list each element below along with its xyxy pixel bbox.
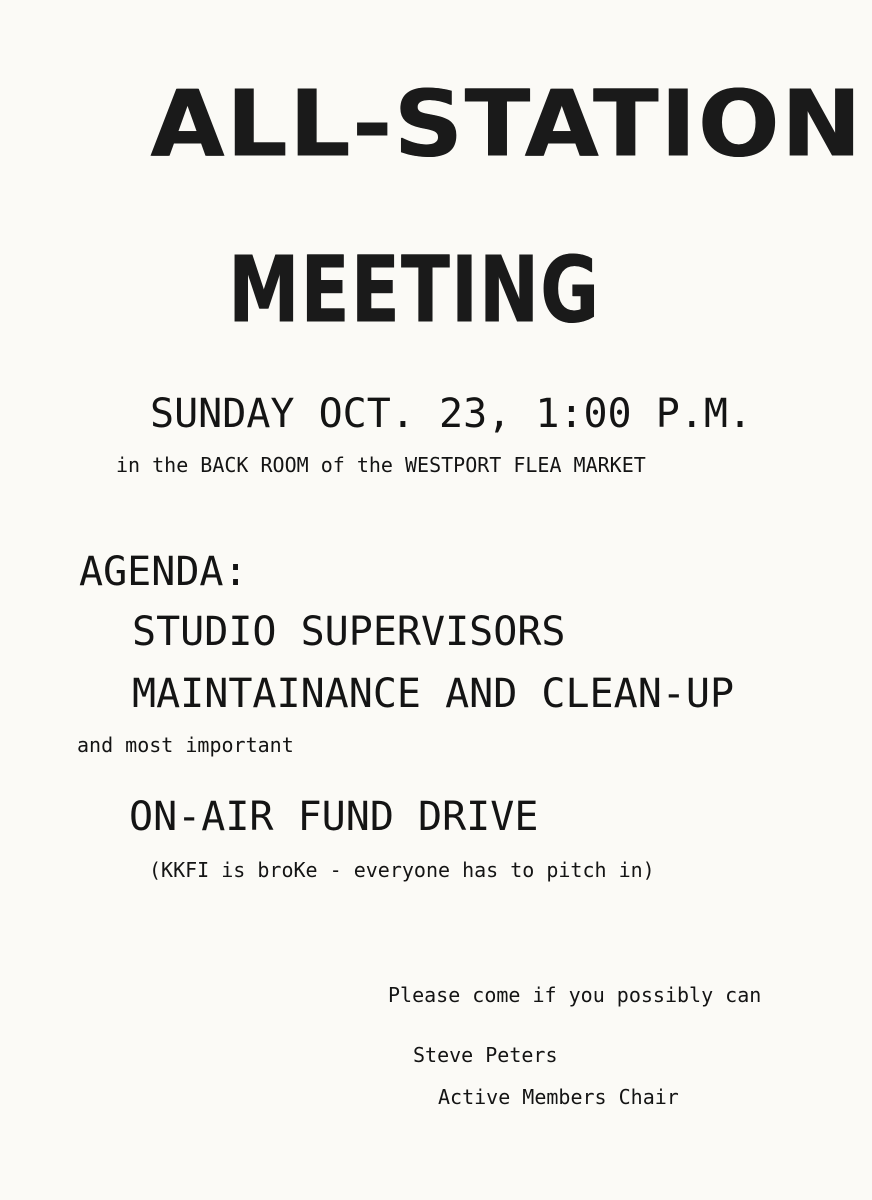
closing-line: Please come if you possibly can xyxy=(388,983,762,1007)
emphasis-intro: and most important xyxy=(77,733,294,757)
agenda-heading: AGENDA: xyxy=(79,549,248,595)
agenda-item: STUDIO SUPERVISORS xyxy=(132,609,566,655)
key-item-note: (KKFI is broKe - everyone has to pitch in) xyxy=(149,858,655,882)
title-line-2: MEETING xyxy=(228,236,600,344)
date-time: SUNDAY OCT. 23, 1:00 P.M. xyxy=(150,391,753,437)
key-agenda-item: ON-AIR FUND DRIVE xyxy=(129,794,539,840)
signature-role: Active Members Chair xyxy=(438,1085,679,1109)
signature-name: Steve Peters xyxy=(413,1043,558,1067)
title-line-1: ALL-STATION xyxy=(150,70,863,178)
agenda-item: MAINTAINANCE AND CLEAN-UP xyxy=(132,671,735,717)
location: in the BACK ROOM of the WESTPORT FLEA MARKET xyxy=(116,453,646,477)
